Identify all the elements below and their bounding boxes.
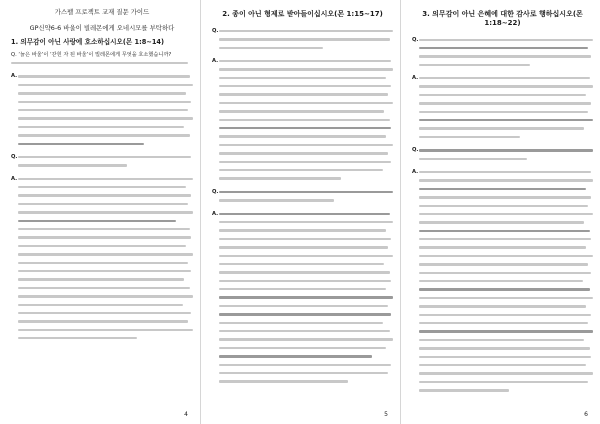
text-line xyxy=(219,218,393,226)
text-line xyxy=(419,344,593,352)
text-line xyxy=(419,353,593,361)
answer-1 xyxy=(11,72,193,148)
text-line xyxy=(18,225,193,233)
text-line xyxy=(419,210,593,218)
text-line xyxy=(18,292,193,300)
answer-2 xyxy=(412,168,593,395)
text-line xyxy=(419,82,593,90)
question-1-text: Q. ‘늙은 바울’이 ‘갇힌 자 된 바울’이 빌레몬에게 무엇을 호소했습니까? xyxy=(11,51,172,58)
text-line xyxy=(219,369,393,377)
text-line xyxy=(219,344,393,352)
text-line xyxy=(18,175,193,183)
answer-marker: A. xyxy=(11,175,18,182)
answer-2 xyxy=(212,210,393,386)
text-line xyxy=(18,72,193,80)
text-line xyxy=(419,369,593,377)
question-marker: Q. xyxy=(11,153,18,160)
text-line xyxy=(219,335,393,343)
text-line xyxy=(18,191,193,199)
question-1 xyxy=(412,36,593,70)
answer-marker: A. xyxy=(212,57,219,64)
text-line xyxy=(18,140,193,148)
text-line xyxy=(18,233,193,241)
text-line xyxy=(219,310,393,318)
text-line xyxy=(419,243,593,251)
text-line xyxy=(419,285,593,293)
text-line xyxy=(18,153,193,161)
text-line xyxy=(219,132,393,140)
text-line xyxy=(419,133,593,141)
text-line xyxy=(18,275,193,283)
text-line xyxy=(18,89,193,97)
text-line xyxy=(419,36,593,44)
text-line xyxy=(18,259,193,267)
text-line xyxy=(419,124,593,132)
text-line xyxy=(219,277,393,285)
answer-1 xyxy=(212,57,393,183)
text-line xyxy=(419,91,593,99)
text-line xyxy=(419,319,593,327)
section-2-title: 2. 종이 아닌 형제로 받아들이십시오(몬 1:15~17) xyxy=(222,10,383,18)
text-line xyxy=(219,226,393,234)
answer-marker: A. xyxy=(212,210,219,217)
question-2 xyxy=(412,146,593,163)
text-line xyxy=(419,277,593,285)
page-number: 5 xyxy=(384,411,388,418)
text-line xyxy=(219,352,393,360)
text-line xyxy=(419,260,593,268)
text-line xyxy=(18,217,193,225)
text-line xyxy=(219,27,393,35)
text-line xyxy=(419,193,593,201)
question-2 xyxy=(212,188,393,205)
answer-marker: A. xyxy=(11,73,18,80)
text-line xyxy=(219,285,393,293)
text-line xyxy=(419,218,593,226)
text-line xyxy=(18,284,193,292)
text-line xyxy=(18,242,193,250)
text-line xyxy=(18,183,193,191)
text-line xyxy=(219,141,393,149)
text-line xyxy=(219,35,393,43)
text-line xyxy=(419,168,593,176)
text-line xyxy=(219,158,393,166)
text-line xyxy=(219,74,393,82)
text-line xyxy=(419,61,593,69)
text-line xyxy=(219,107,393,115)
text-line xyxy=(419,378,593,386)
text-line xyxy=(419,327,593,335)
text-line xyxy=(219,90,393,98)
text-line xyxy=(18,301,193,309)
text-line xyxy=(219,268,393,276)
text-line xyxy=(219,235,393,243)
text-line xyxy=(18,123,193,131)
text-line xyxy=(18,326,193,334)
page-4 xyxy=(0,0,200,424)
text-line xyxy=(419,235,593,243)
text-line xyxy=(419,294,593,302)
text-line xyxy=(419,44,593,52)
text-line xyxy=(219,319,393,327)
question-marker: Q. xyxy=(212,27,219,34)
text-line xyxy=(419,176,593,184)
text-line xyxy=(18,334,193,342)
text-line xyxy=(419,302,593,310)
text-line xyxy=(219,260,393,268)
text-line xyxy=(419,155,593,163)
text-line xyxy=(219,188,393,196)
text-line xyxy=(219,57,393,65)
text-line xyxy=(18,250,193,258)
text-line xyxy=(219,377,393,385)
question-marker: Q. xyxy=(212,188,219,195)
text-line xyxy=(219,124,393,132)
answer-marker: A. xyxy=(412,168,419,175)
text-line xyxy=(18,317,193,325)
text-line xyxy=(419,336,593,344)
text-line xyxy=(11,59,193,67)
text-line xyxy=(419,311,593,319)
page-6 xyxy=(400,0,600,424)
question-1 xyxy=(11,51,193,68)
answer-2 xyxy=(11,175,193,343)
text-line xyxy=(219,361,393,369)
text-line xyxy=(419,116,593,124)
text-line xyxy=(419,227,593,235)
text-line xyxy=(419,52,593,60)
text-line xyxy=(419,202,593,210)
lesson-title: GP신약6-6 바울이 빌레몬에게 오네시모를 부탁하다 xyxy=(29,24,175,33)
question-marker: Q. xyxy=(412,147,419,154)
text-line xyxy=(18,114,193,122)
text-line xyxy=(219,252,393,260)
text-line xyxy=(18,81,193,89)
text-line xyxy=(219,166,393,174)
text-line xyxy=(419,252,593,260)
text-line xyxy=(18,309,193,317)
text-line xyxy=(219,116,393,124)
text-line xyxy=(419,74,593,82)
text-line xyxy=(419,146,593,154)
text-line xyxy=(219,149,393,157)
page-header: 가스펠 프로젝트 교재 질문 가이드 xyxy=(54,8,150,16)
section-3-title: 3. 의무감이 아닌 은혜에 대한 감사로 행하십시오(몬 1:18~22) xyxy=(422,10,583,27)
section-1-title: 1. 의무감이 아닌 사랑에 호소하십시오(몬 1:8~14) xyxy=(11,38,165,47)
text-line xyxy=(219,293,393,301)
question-marker: Q. xyxy=(412,36,419,43)
page-number: 6 xyxy=(584,411,588,418)
answer-1 xyxy=(412,74,593,141)
text-line xyxy=(419,361,593,369)
question-1 xyxy=(212,27,393,52)
page-5 xyxy=(200,0,400,424)
text-line xyxy=(419,185,593,193)
text-line xyxy=(219,243,393,251)
text-line xyxy=(18,267,193,275)
text-line xyxy=(219,99,393,107)
text-line xyxy=(219,174,393,182)
text-line xyxy=(419,386,593,394)
text-line xyxy=(18,161,193,169)
text-line xyxy=(419,99,593,107)
text-line xyxy=(18,200,193,208)
text-line xyxy=(219,82,393,90)
text-line xyxy=(219,210,393,218)
question-2 xyxy=(11,153,193,170)
text-line xyxy=(419,269,593,277)
text-line xyxy=(18,208,193,216)
text-line xyxy=(219,327,393,335)
page-number: 4 xyxy=(184,411,188,418)
text-line xyxy=(18,98,193,106)
text-line xyxy=(219,65,393,73)
text-line xyxy=(419,108,593,116)
text-line xyxy=(18,131,193,139)
text-line xyxy=(18,106,193,114)
text-line xyxy=(219,196,393,204)
answer-marker: A. xyxy=(412,75,419,82)
text-line xyxy=(219,302,393,310)
text-line xyxy=(219,44,393,52)
